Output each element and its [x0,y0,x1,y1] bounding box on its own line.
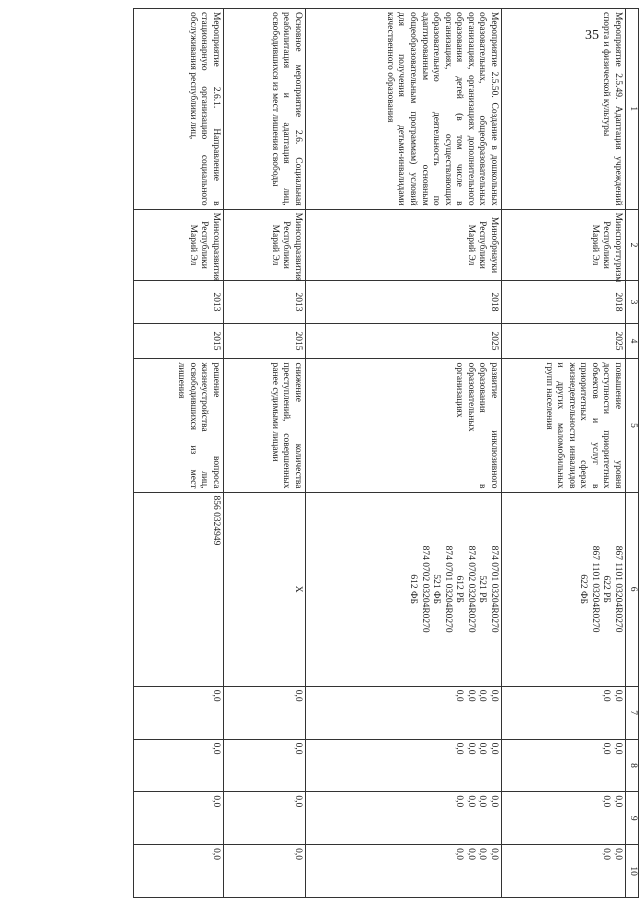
value: 0,0 [601,742,612,755]
budget-code: 867 1101 03204R0270 [613,545,623,633]
executor-cell: Минспорттуризм Республики Марий Эл [502,209,626,281]
value: 0,0 [211,795,221,808]
value: 0,0 [211,742,221,755]
table-row [134,9,224,898]
executor-cell: Минсоцразвития Республики Марий Эл [134,209,224,281]
result-cell: снижение количества преступлений, совершенных ранее судимыми лицами [224,359,306,492]
value-cell-10 [306,845,502,898]
value-cell-10 [224,845,306,898]
result-cell: повышение уровня доступности приоритетных объектов и услуг в приоритетных сферах жизнедеятельности инвалидов и других маломобильных групп населения [502,359,626,492]
budget-code: X [293,585,303,593]
table-row [224,9,306,898]
value: 0,0 [477,795,488,808]
value-cell-8 [134,739,224,792]
value: 0,0 [489,689,499,702]
value: 0,0 [454,742,465,755]
value: 0,0 [489,742,499,755]
value-cell-9 [502,792,626,845]
col-header: 8 [626,739,639,792]
end-year-cell: 2025 [306,323,502,359]
value: 0,0 [465,742,476,755]
col-header: 3 [626,281,639,323]
budget-code: 867 1101 03204R0270 [589,545,600,633]
value-cell-8 [306,739,502,792]
col-header: 7 [626,686,639,739]
value: 0,0 [613,742,623,755]
rotated-table-stage [117,0,639,905]
col-header: 5 [626,359,639,492]
value: 0,0 [454,689,465,702]
measure-cell: Мероприятие 2.5.50. Создание в дошкольных образовательных, общеобразовательных организациях, организациях дополнительного образования детей (в том числе в организациях, осуществляющих образовательную деятельность по адаптированным основным общеобразовательным программам) условий для получения детьми-инвалидами качественного образования [306,9,502,210]
value: 0,0 [613,848,623,860]
budget-code: 612 РБ [454,575,465,603]
col-header: 4 [626,323,639,359]
value-cell-9 [306,792,502,845]
col-header: 6 [626,492,639,686]
value-cell-8 [502,739,626,792]
value: 0,0 [601,795,612,808]
value: 0,0 [465,689,476,702]
budget-code: 874 0702 03204R0270 [465,545,476,633]
budget-code-cell [134,492,224,686]
value-cell-8 [224,739,306,792]
value: 0,0 [465,795,476,808]
budget-code: 874 0701 03204R0270 [489,545,499,633]
value: 0,0 [454,848,465,860]
table-row [306,9,502,898]
value: 0,0 [477,742,488,755]
measure-cell: Мероприятие 2.5.49. Адаптация учреждений спорта и физической культуры [502,9,626,210]
budget-code: 521 РБ [477,575,488,603]
budget-code-cell [502,492,626,686]
result-cell: решение вопроса жизнеустройства лиц, освободившихся из мест лишения [134,359,224,492]
value: 0,0 [489,795,499,808]
budget-code: 874 0702 03204R0270 [419,545,430,633]
table-row [502,9,626,898]
value: 0,0 [454,795,465,808]
budget-code: 622 РБ [601,575,612,603]
budget-code: 521 ФБ [431,574,442,604]
program-measures-table [133,8,639,898]
budget-code: 874 0701 03204R0270 [442,545,453,633]
header-row [626,9,639,898]
value-cell-7 [134,686,224,739]
value-cell-7 [224,686,306,739]
budget-code-cell [224,492,306,686]
value: 0,0 [293,689,303,702]
value: 0,0 [601,689,612,702]
start-year-cell: 2018 [306,281,502,323]
executor-cell: Минобрнауки Республики Марий Эл [306,209,502,281]
value: 0,0 [477,848,488,860]
value-cell-10 [134,845,224,898]
col-header: 10 [626,845,639,898]
measure-cell: Мероприятие 2.6.1. Направление в стационарную организацию социального обслуживания республики лиц, [134,9,224,210]
col-header: 2 [626,209,639,281]
budget-code-cell [306,492,502,686]
value-cell-7 [306,686,502,739]
budget-code: 612 ФБ [407,574,418,604]
value: 0,0 [211,689,221,702]
end-year-cell: 2025 [502,323,626,359]
value-cell-10 [502,845,626,898]
value: 0,0 [613,795,623,808]
end-year-cell: 2015 [134,323,224,359]
measure-cell: Основное мероприятие 2.6. Социальная реабилитация и адаптация лиц, освободившихся из мест лишения свободы [224,9,306,210]
budget-code: 622 ФБ [578,574,589,604]
value: 0,0 [477,689,488,702]
value: 0,0 [293,795,303,808]
value-cell-9 [224,792,306,845]
end-year-cell: 2015 [224,323,306,359]
start-year-cell: 2018 [502,281,626,323]
value: 0,0 [293,742,303,755]
start-year-cell: 2013 [224,281,306,323]
value: 0,0 [613,689,623,702]
value: 0,0 [601,848,612,860]
page-number: 35 [585,28,599,43]
result-cell: развитие инклюзивного образования в образовательных организациях [306,359,502,492]
value-cell-9 [134,792,224,845]
executor-cell: Минсоцразвития Республики Марий Эл [224,209,306,281]
value: 0,0 [465,848,476,860]
value-cell-7 [502,686,626,739]
value: 0,0 [211,848,221,860]
value: 0,0 [293,848,303,860]
budget-code: 856 0324949 [211,495,221,546]
value: 0,0 [489,848,499,860]
col-header: 1 [626,9,639,210]
start-year-cell: 2013 [134,281,224,323]
col-header: 9 [626,792,639,845]
